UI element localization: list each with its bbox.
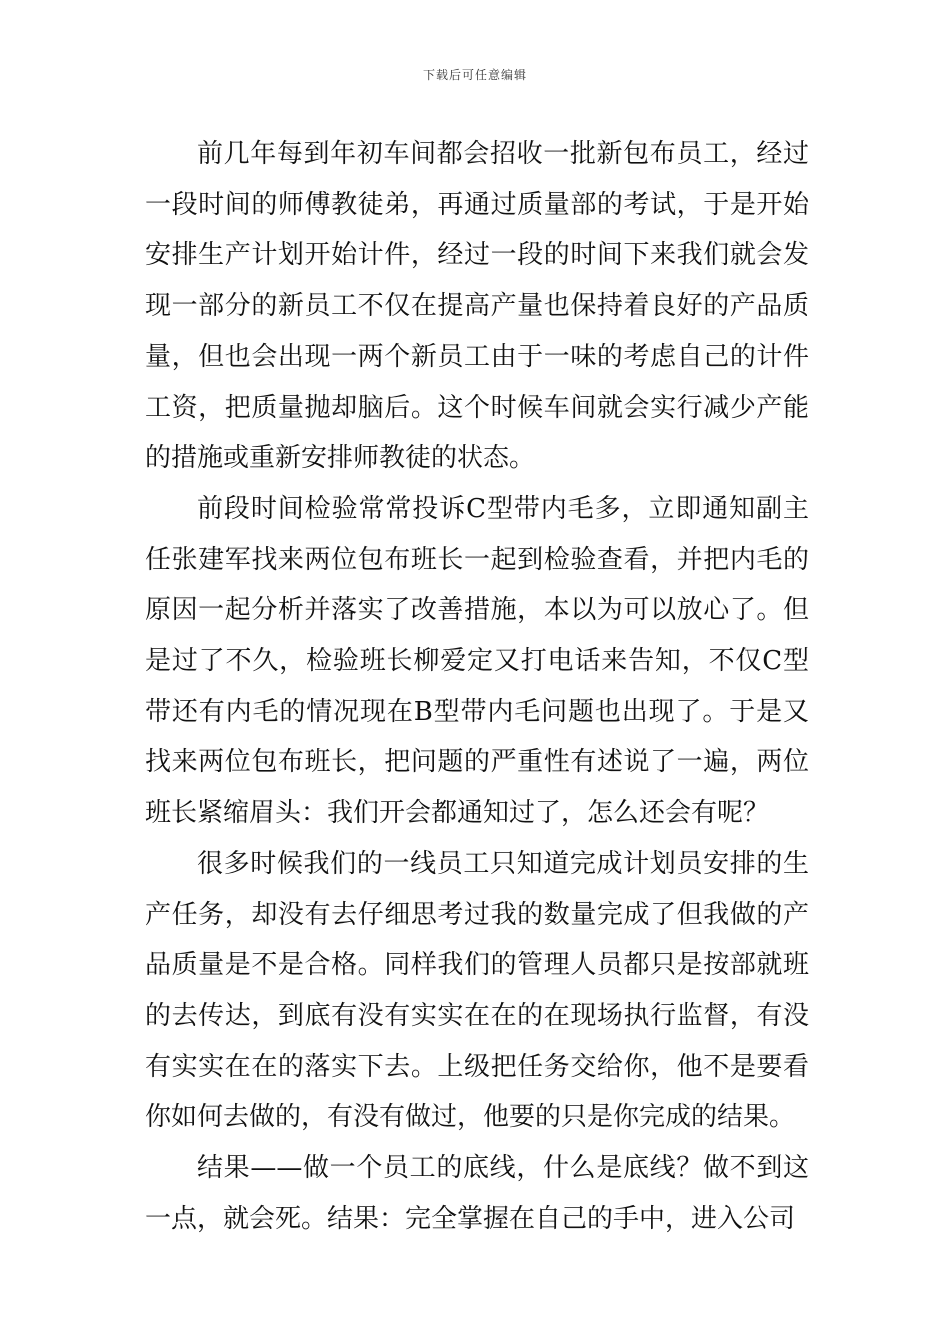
paragraph-1: 前几年每到年初车间都会招收一批新包布员工，经过一段时间的师傅教徒弟，再通过质量部的考试，于是开始安排生产计划开始计件，经过一段的时间下来我们就会发现一部分的新员工不仅在提高产量也保持着良好的产品质量，但也会出现一两个新员工由于一味的考虑自己的计件工资，把质量抛却脑后。这个时候车间就会实行减少产能的措施或重新安排师教徒的状态。 — [145, 139, 809, 474]
paragraph-4: 结果——做一个员工的底线，什么是底线？做不到这一点，就会死。结果：完全掌握在自己的手中，进入公司 — [145, 1153, 809, 1234]
paragraph-3: 很多时候我们的一线员工只知道完成计划员安排的生产任务，却没有去仔细思考过我的数量完成了但我做的产品质量是不是合格。同样我们的管理人员都只是按部就班的去传达，到底有没有实实在在的在现场执行监督，有没有实实在在的落实下去。上级把任务交给你，他不是要看你如何去做的，有没有做过，他要的只是你完成的结果。 — [145, 848, 809, 1133]
paragraph-2: 前段时间检验常常投诉C型带内毛多，立即通知副主任张建军找来两位包布班长一起到检验查看，并把内毛的原因一起分析并落实了改善措施，本以为可以放心了。但是过了不久，检验班长柳爱定又打电话来告知，不仅C型带还有内毛的情况现在B型带内毛问题也出现了。于是又找来两位包布班长，把问题的严重性有述说了一遍，两位班长紧缩眉头：我们开会都通知过了，怎么还会有呢？ — [145, 493, 809, 829]
page-header: 下载后可任意编辑 — [422, 68, 527, 82]
document-body — [145, 129, 809, 1244]
